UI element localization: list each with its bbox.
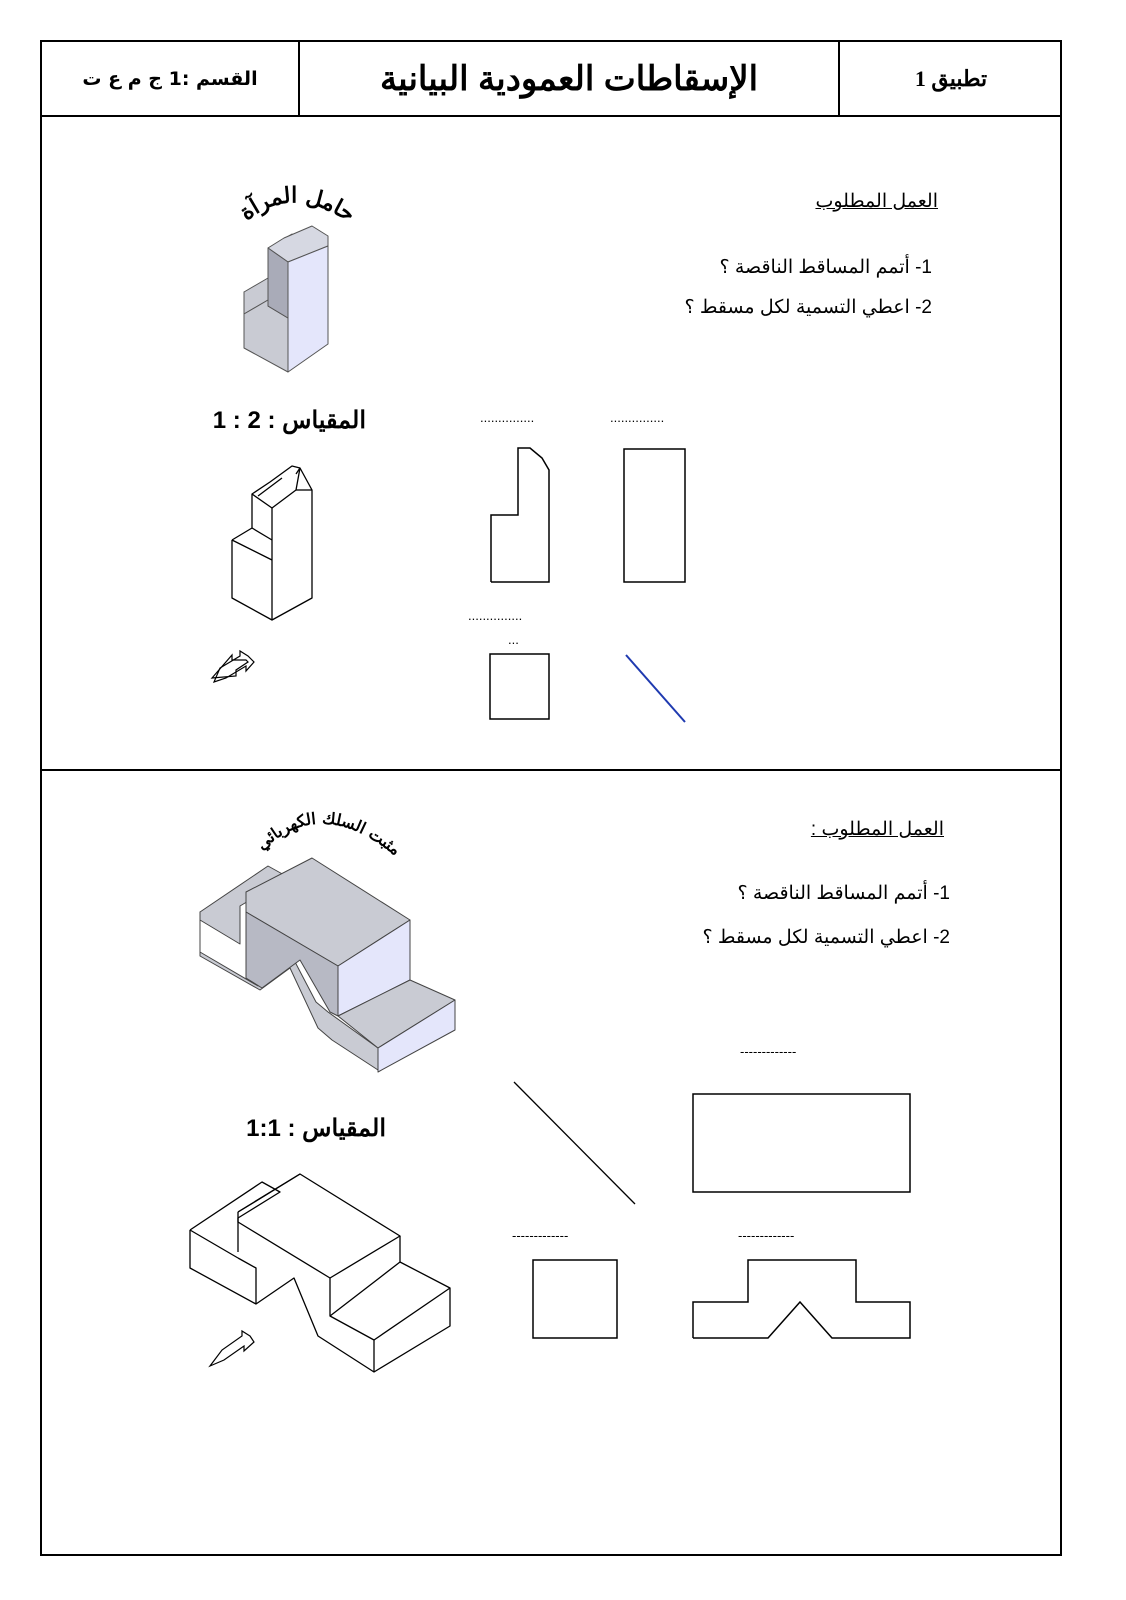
ex1-view-direction-arrow [212,651,254,682]
ex2-object-name: مثبت السلك الكهربائي [252,808,405,860]
ex2-view-name-blank-3: ------------- [738,1228,795,1243]
ex2-top-view [693,1260,910,1338]
ex2-shaded-3d-model [200,858,455,1072]
ex2-side-view [533,1260,617,1338]
ex1-miter-line [626,655,685,722]
ex1-task-heading: العمل المطلوب [815,191,938,212]
ex2-view-name-blank-2: ------------- [512,1228,569,1243]
ex1-task-1: 1- أتمم المساقط الناقصة ؟ [719,257,932,278]
ex1-front-view [491,448,549,582]
ex1-isometric-drawing [232,466,312,620]
ex1-side-view [624,449,685,582]
ex2-task-1: 1- أتمم المساقط الناقصة ؟ [737,883,950,904]
application-number: تطبيق 1 [914,65,988,91]
page-title: الإسقاطات العمودية البيانية [300,42,840,115]
ex2-scale: المقياس : 1:1 [246,1115,386,1142]
ex2-view-name-blank-1: ------------- [740,1044,797,1059]
ex2-task-2: 2- اعطي التسمية لكل مسقط ؟ [702,927,950,948]
ex2-isometric-drawing [190,1174,450,1372]
ex2-task-heading: العمل المطلوب : [810,819,944,840]
section-label: القسم :1 ج م ع ت [42,42,300,115]
ex1-task-2: 2- اعطي التسمية لكل مسقط ؟ [684,297,932,318]
ex1-top-view [490,654,549,719]
ex1-small-dots: ... [508,632,519,647]
ex1-object-name: حامل المرآة [234,182,360,228]
ex1-view-name-blank-2: ............... [610,410,665,425]
ex1-shaded-3d-model [244,226,328,372]
ex1-scale: المقياس : 2 : 1 [212,407,366,434]
ex2-front-view [693,1094,910,1192]
ex1-view-name-blank-3: ............... [468,608,523,623]
ex2-view-direction-arrow [210,1331,254,1366]
ex2-miter-line [514,1082,635,1204]
ex1-view-name-blank-1: ............... [480,410,535,425]
